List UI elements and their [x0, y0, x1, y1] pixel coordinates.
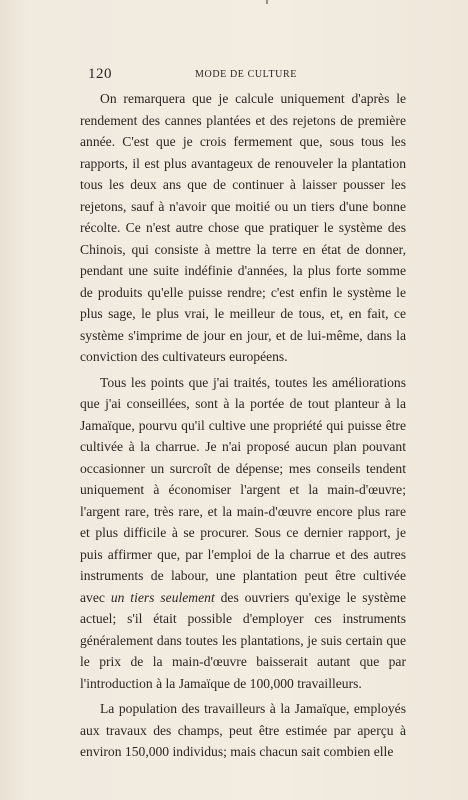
paragraph-text: des ouvriers qu'exige le système actuel; s'il était possible d'employer ces instruments généralement dans toutes les plantations, je suis certain que le prix de la main-d'œuvre baisserait autant que par l'introduction à la Jamaïque de 100,000 travailleurs.: [80, 589, 406, 691]
body-text: [80, 88, 406, 767]
paragraph-text: On remarquera que je calcule uniquement d'après le rendement des cannes plantées et des rejetons de première année. C'est que je crois fermement que, sous tous les rapports, il est plus avantageux de renouveler la plantation tous les deux ans que de continuer à laisser pousser les rejetons, sauf à n'avoir que moitié ou un tiers d'une bonne récolte. Ce n'est autre chose que pratiquer le système des Chinois, qui consiste à mettre la terre en état de donner, pendant une suite indéfinie d'années, la plus forte somme de produits qu'elle puisse rendre; c'est enfin le système le plus sage, le plus vrai, le meilleur de tous, et, en fait, ce système s'imprime de jour en jour, et de lui-même, dans la conviction des cultivateurs européens.: [80, 91, 406, 364]
paragraph: [80, 88, 406, 368]
paragraph: [80, 372, 406, 695]
page-edge-mark: [266, 0, 268, 4]
paragraph: [80, 698, 406, 763]
page-header: [88, 66, 404, 82]
running-head: MODE DE CULTURE: [195, 69, 297, 80]
page-number: 120: [88, 66, 112, 82]
paragraph-text: Tous les points que j'ai traités, toutes les améliorations que j'ai conseillées, sont à la portée de tout planteur à la Jamaïque, pourvu qu'il cultive une propriété qui puisse être cultivée à la charrue. Je n'ai proposé aucun plan pouvant occasionner un surcroît de dépense; mes conseils tendent uniquement à économiser l'argent et la main-d'œuvre; l'argent rare, très rare, et la main-d'œuvre encore plus rare et plus difficile à se procurer. Sous ce dernier rapport, je puis affirmer que, par l'emploi de la charrue et des autres instruments de labour, une plantation peut être cultivée avec: [80, 374, 406, 605]
paragraph-text: La population des travailleurs à la Jamaïque, employés aux travaux des champs, peut être estimée par aperçu à environ 150,000 individus; mais chacun sait combien elle: [80, 701, 406, 759]
emphasized-text: un tiers seulement: [110, 589, 215, 605]
